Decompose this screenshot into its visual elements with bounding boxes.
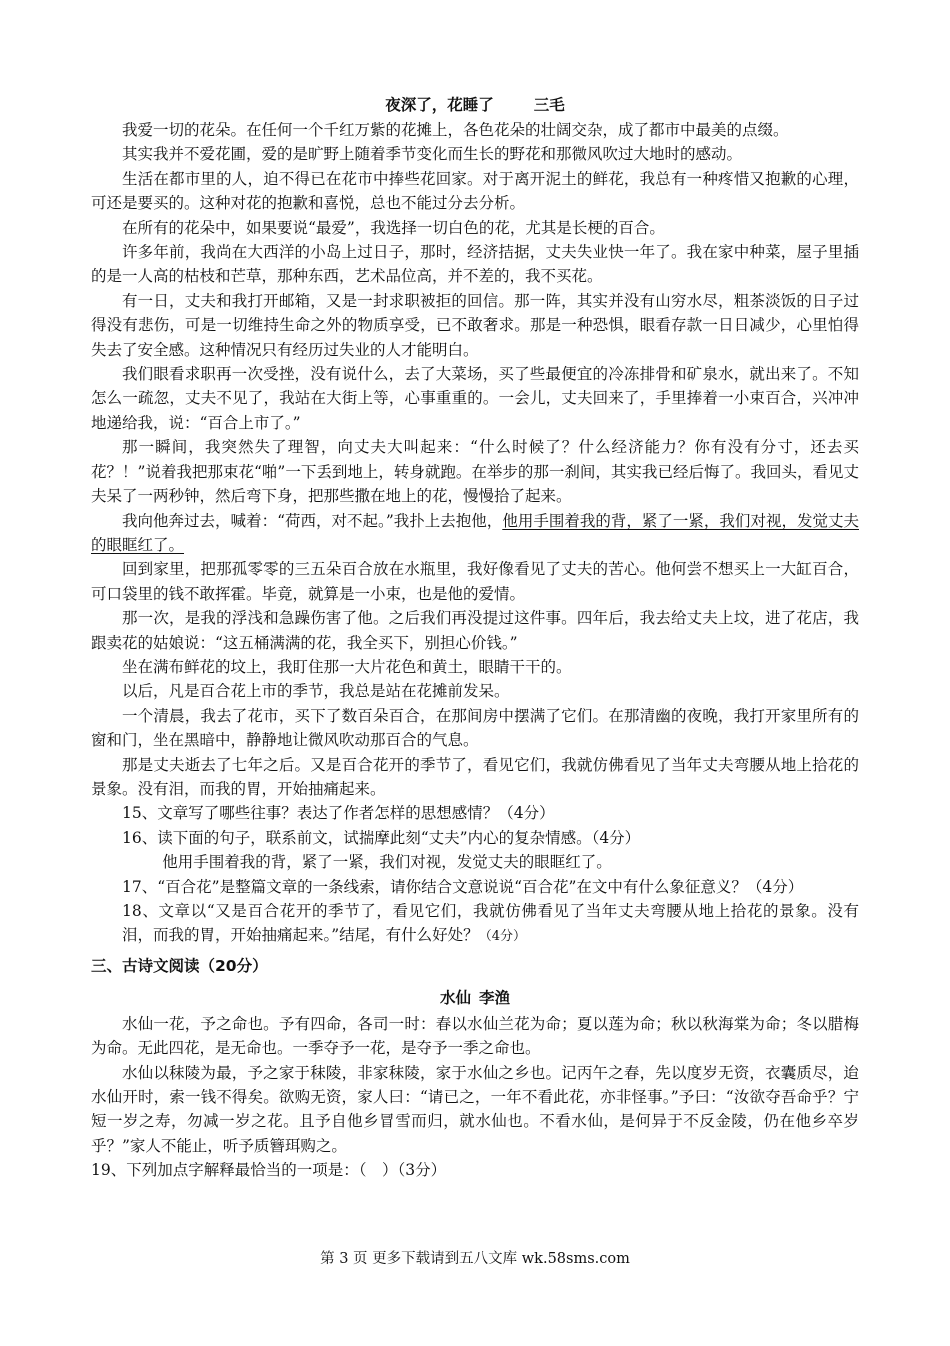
article-paragraph: 那一瞬间，我突然失了理智，向丈夫大叫起来：“什么时候了？什么经济能力？你有没有分寸，还去买花？！”说着我把那束花“啪”一下丢到地上，转身就跑。在举步的那一刹间，其实我已经后悔了。我回头，看见丈夫呆了一两秒钟，然后弯下身，把那些撒在地上的花，慢慢拾了起来。 xyxy=(91,438,859,506)
question-16-quote: 他用手围着我的背，紧了一紧，我们对视，发觉丈夫的眼眶红了。 xyxy=(162,853,612,872)
article-title xyxy=(91,92,859,118)
article-paragraph: 以后，凡是百合花上市的季节，我总是站在花摊前发呆。 xyxy=(122,682,510,701)
article-paragraph: 坐在满布鲜花的坟上，我盯住那一大片花色和黄土，眼睛干干的。 xyxy=(122,657,572,676)
document-page xyxy=(91,92,859,1183)
article-paragraph: 回到家里，把那孤零零的三五朵百合放在水瓶里，我好像看见了丈夫的苦心。他何尝不想买上一大缸百合，可口袋里的钱不敢挥霍。毕竟，就算是一小束，也是他的爱情。 xyxy=(91,560,859,603)
classical-paragraph: 水仙一花，予之命也。予有四命，各司一时：春以水仙兰花为命；夏以莲为命；秋以秋海棠为命；冬以腊梅为命。无此四花，是无命也。一季夺予一花，是夺予一季之命也。 xyxy=(91,1014,859,1058)
article-paragraph: 那是丈夫逝去了七年之后。又是百合花开的季节了，看见它们，我就仿佛看见了当年丈夫弯腰从地上拾花的景象。没有泪，而我的胃，开始抽痛起来。 xyxy=(91,755,859,798)
paragraph-text: 我向他奔过去，喊着：“荷西，对不起。”我扑上去抱他， xyxy=(122,511,503,530)
article-paragraph: 许多年前，我尚在大西洋的小岛上过日子，那时，经济拮据，丈夫失业快一年了。我在家中种菜，屋子里插的是一人高的枯枝和芒草，那种东西，艺术品位高，并不差的，我不买花。 xyxy=(91,243,859,286)
question-18-score: （4分） xyxy=(478,929,526,945)
article-paragraph-underlined xyxy=(91,509,859,558)
article-paragraph: 一个清晨，我去了花市，买下了数百朵百合，在那间房中摆满了它们。在那清幽的夜晚，我打开家里所有的窗和门，坐在黑暗中，静静地让微风吹动那百合的气息。 xyxy=(91,706,859,750)
article-paragraph: 其实我并不爱花圃，爱的是旷野上随着季节变化而生长的野花和那微风吹过大地时的感动。 xyxy=(122,145,743,164)
classical-paragraph: 水仙以秣陵为最，予之家于秣陵，非家秣陵，家于水仙之乡也。记丙午之春，先以度岁无资，衣囊质尽，迨水仙开时，索一钱不得矣。欲购无资，家人曰：“请已之，一年不看此花，亦非怪事。”予曰：“汝欲夺吾命乎？宁短一岁之寿，勿减一岁之花。且予自他乡冒雪而归，就水仙也。不看水仙，是何异于不反金陵，仍在他乡卒岁乎？”家人不能止，听予质簪珥购之。 xyxy=(91,1063,859,1155)
underlined-sentence: 他用手围着我的背，紧了一紧，我们对视，发觉丈夫的眼眶红了。 xyxy=(91,511,859,554)
article-author: 三毛 xyxy=(533,96,565,114)
section-heading: 三、古诗文阅读（20分） xyxy=(91,956,268,975)
article-paragraph: 我爱一切的花朵。在任何一个千红万紫的花摊上，各色花朵的壮阔交杂，成了都市中最美的点缀。 xyxy=(122,121,789,139)
poem-author: 李渔 xyxy=(479,988,511,1007)
article-paragraph: 有一日，丈夫和我打开邮箱，又是一封求职被拒的回信。那一阵，其实并没有山穷水尽，粗茶淡饭的日子过得没有悲伤，可是一切维持生命之外的物质享受，已不敢奢求。那是一种恐惧，眼看存款一日日减少，心里怕得失去了安全感。这种情况只有经历过失业的人才能明白。 xyxy=(91,291,859,359)
article-title-text: 夜深了，花睡了 xyxy=(385,96,494,114)
article-paragraph: 生活在都市里的人，迫不得已在花市中捧些花回家。对于离开泥土的鲜花，我总有一种疼惜又抱歉的心理，可还是要买的。这种对花的抱歉和喜悦，总也不能过分去分析。 xyxy=(91,169,859,213)
article-paragraph: 我们眼看求职再一次受挫，没有说什么，去了大菜场，买了些最便宜的冷冻排骨和矿泉水，就出来了。不知怎么一疏忽，丈夫不见了，我站在大街上等，心事重重的。一会儿，丈夫回来了，手里捧着一小束百合，兴冲冲地递给我，说：“百合上市了。” xyxy=(91,365,859,432)
question-16: 16、读下面的句子，联系前文，试揣摩此刻“丈夫”内心的复杂情感。（4分） xyxy=(122,828,641,847)
page-footer: 第 3 页 更多下载请到五八文库 wk.58sms.com xyxy=(320,1251,630,1267)
article-paragraph: 在所有的花朵中，如果要说“最爱”，我选择一切白色的花，尤其是长梗的百合。 xyxy=(122,218,665,237)
poem-title-text: 水仙 xyxy=(439,988,471,1007)
question-17: 17、“百合花”是整篇文章的一条线索，请你结合文意说说“百合花”在文中有什么象征意义？（4分） xyxy=(122,877,804,896)
question-15: 15、文章写了哪些往事？表达了作者怎样的思想感情？（4分） xyxy=(122,804,555,823)
article-paragraph: 那一次，是我的浮浅和急躁伤害了他。之后我们再没提过这件事。四年后，我去给丈夫上坟，进了花店，我跟卖花的姑娘说：“这五桶满满的花，我全买下，别担心价钱。” xyxy=(91,609,859,652)
question-18 xyxy=(91,899,859,950)
poem-title xyxy=(91,984,859,1012)
question-19: 19、下列加点字解释最恰当的一项是：（ ）（3分） xyxy=(91,1161,447,1180)
question-18-text: 18、文章以“又是百合花开的季节了，看见它们，我就仿佛看见了当年丈夫弯腰从地上拾花的景象。没有泪，而我的胃，开始抽痛起来。”结尾，有什么好处？ xyxy=(122,902,859,945)
